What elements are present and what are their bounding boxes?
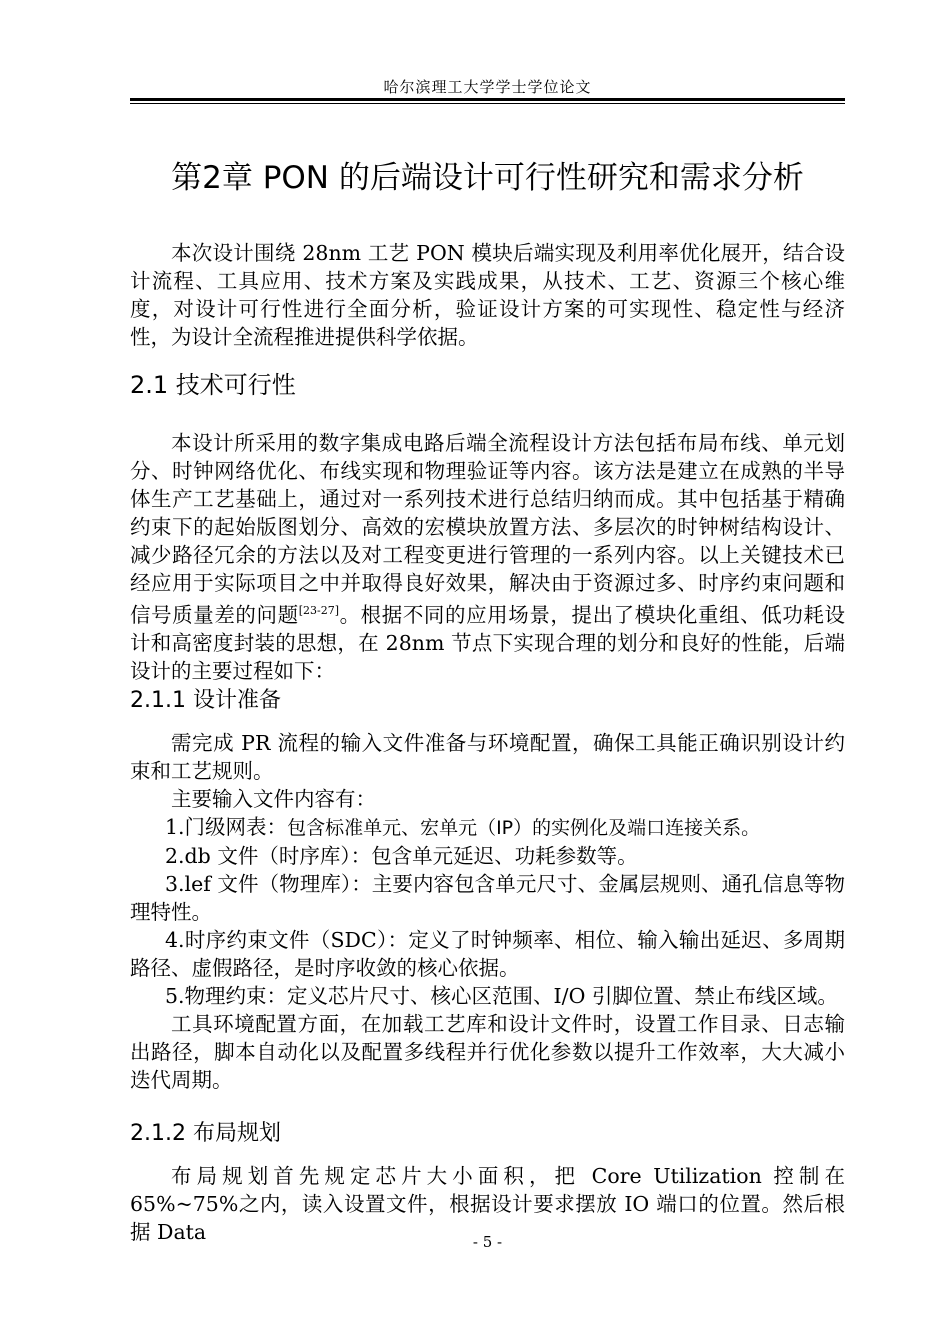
input-file-item-4: 4.时序约束文件（SDC）：定义了时钟频率、相位、输入输出延迟、多周期路径、虚假路径，是时序收敛的核心依据。	[130, 927, 845, 980]
section-2-1-2-heading: 2.1.2 布局规划	[130, 1120, 281, 1146]
section-2-1-paragraph	[130, 429, 845, 685]
section-2-1-1-heading: 2.1.1 设计准备	[130, 687, 281, 713]
body-content	[130, 239, 845, 1246]
input-file-item-1	[130, 813, 845, 842]
input-file-item-2: 2.db 文件（时序库）：包含单元延迟、功耗参数等。	[165, 843, 638, 868]
header-rule-thick	[130, 98, 845, 101]
item-1-text: 包含标准单元、宏单元（IP）的实例化及端口连接关系。	[287, 816, 761, 839]
layout-paragraph-1: 布局规划首先规定芯片大小面积，把 Core Utilization 控制在 65%~75%之内，读入设置文件，根据设计要求摆放 IO 端口的位置。然后根据 Data	[130, 1163, 845, 1244]
item-1-prefix: 1.门级网表：	[165, 814, 288, 839]
prep-paragraph-3: 工具环境配置方面，在加载工艺库和设计文件时，设置工作目录、日志输出路径，脚本自动化以及配置多线程并行优化参数以提升工作效率，大大减小迭代周期。	[130, 1011, 845, 1092]
chapter-title: 第2章 PON 的后端设计可行性研究和需求分析	[171, 160, 804, 196]
input-file-item-5: 5.物理约束：定义芯片尺寸、核心区范围、I/O 引脚位置、禁止布线区域。	[165, 983, 838, 1008]
prep-paragraph-2: 主要输入文件内容有：	[171, 786, 376, 811]
input-file-item-3: 3.lef 文件（物理库）：主要内容包含单元尺寸、金属层规则、通孔信息等物理特性。	[130, 871, 845, 924]
header-rule-thin	[130, 103, 845, 104]
section-2-1-text-part1: 本设计所采用的数字集成电路后端全流程设计方法包括布局布线、单元划分、时钟网络优化、布线实现和物理验证等内容。该方法是建立在成熟的半导体生产工艺基础上，通过对一系列技术进行总结归纳而成。其中包括基于精确约束下的起始版图划分、高效的宏模块放置方法、多层次的时钟树结构设计、减少路径冗余的方法以及对工程变更进行管理的一系列内容。以上关键技术已经应用于实际项目之中并取得良好效果，解决由于资源过多、时序约束问题和信号质量差的问题	[130, 431, 845, 627]
running-header: 哈尔滨理工大学学士学位论文	[383, 78, 592, 96]
intro-paragraph: 本次设计围绕 28nm 工艺 PON 模块后端实现及利用率优化展开，结合设计流程、工具应用、技术方案及实践成果，从技术、工艺、资源三个核心维度，对设计可行性进行全面分析，验证设计方案的可实现性、稳定性与经济性，为设计全流程推进提供科学依据。	[130, 241, 845, 349]
page-number: - 5 -	[472, 1233, 503, 1251]
section-2-1-heading: 2.1 技术可行性	[130, 371, 296, 399]
citation: [23-27]	[298, 604, 339, 617]
section-2-1-text-part2: 。根据不同的应用场景，提出了模块化重组、低功耗设计和高密度封装的思想，在 28nm 节点下实现合理的划分和良好的性能，后端设计的主要过程如下：	[130, 602, 846, 683]
prep-paragraph-1: 需完成 PR 流程的输入文件准备与环境配置，确保工具能正确识别设计约束和工艺规则。	[130, 730, 845, 783]
